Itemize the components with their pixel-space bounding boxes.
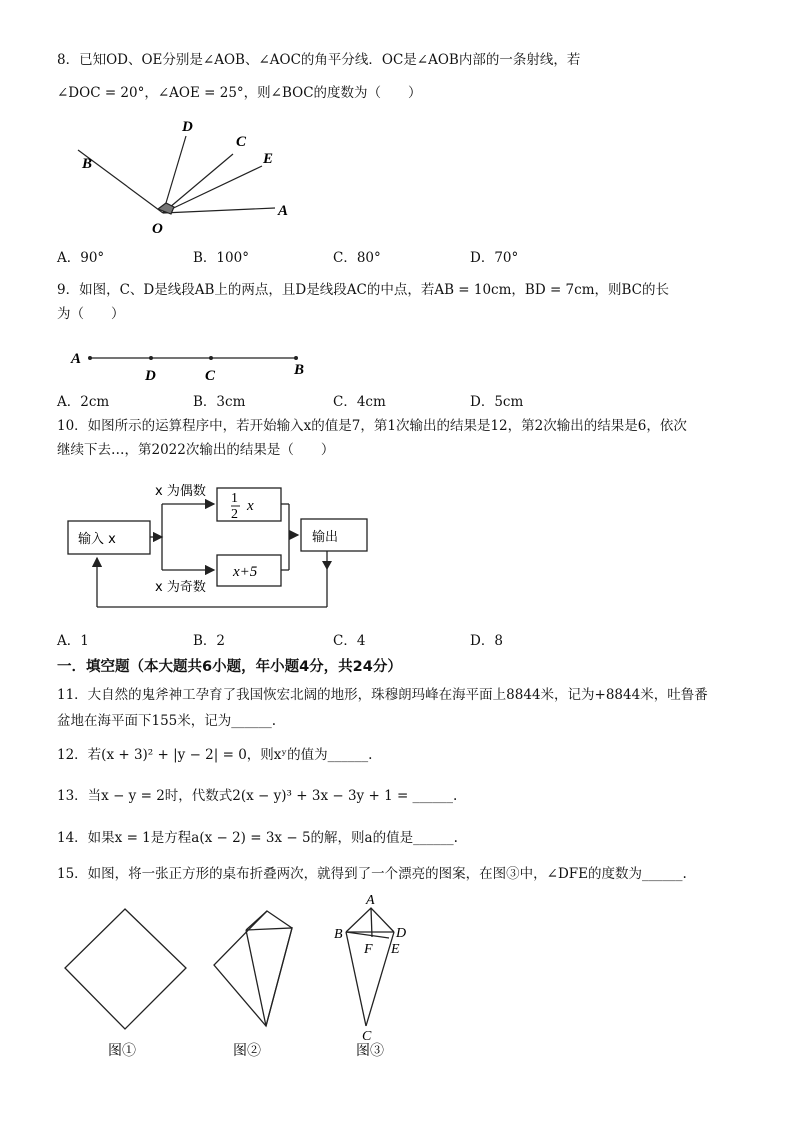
q8-option-c[interactable]: C．80°: [333, 250, 381, 266]
q10-option-c[interactable]: C．4: [333, 633, 366, 649]
fig1-square: [65, 909, 186, 1029]
fig3-top: [346, 908, 394, 932]
even-variable: x: [247, 498, 254, 514]
q8-line2: ∠DOC = 20°，∠AOE = 25°，则∠BOC的度数为（ ）: [57, 85, 422, 101]
q9-option-a[interactable]: A．2cm: [57, 394, 110, 410]
q9-option-c[interactable]: C．4cm: [333, 394, 386, 410]
label-B: B: [334, 927, 343, 942]
q9-option-b[interactable]: B．3cm: [193, 394, 246, 410]
q11-line1: 11．大自然的鬼斧神工孕育了我国恢宏北阔的地形，珠穆朗玛峰在海平面上8844米，记为+8844米，吐鲁番: [57, 687, 708, 703]
label-E: E: [263, 151, 274, 167]
label-A: A: [366, 893, 375, 908]
q10-option-d[interactable]: D．8: [470, 633, 503, 649]
label-F: F: [364, 942, 373, 957]
caption-fig3: 图③: [356, 1044, 384, 1059]
label-D: D: [182, 119, 193, 135]
output-label: 输出: [312, 530, 339, 545]
q8-option-b[interactable]: B．100°: [193, 250, 249, 266]
q11-line2: 盆地在海平面下155米，记为______.: [57, 713, 277, 729]
q9-option-d[interactable]: D．5cm: [470, 394, 524, 410]
q10-option-a[interactable]: A．1: [57, 633, 89, 649]
label-D: D: [396, 926, 407, 941]
label-E: E: [391, 942, 400, 957]
label-C: C: [236, 134, 247, 150]
q15-text: 15．如图，将一张正方形的桌布折叠两次，就得到了一个漂亮的图案，在图③中，∠DFE的度数为______.: [57, 866, 687, 882]
label-B: B: [294, 362, 305, 378]
odd-condition: x 为奇数: [155, 580, 206, 595]
label-D: D: [145, 368, 156, 384]
label-A: A: [278, 203, 289, 219]
q12-text: 12．若(x + 3)² + |y − 2| = 0，则xʸ的值为______.: [57, 747, 373, 763]
caption-fig2: 图②: [233, 1044, 261, 1059]
q10-option-b[interactable]: B．2: [193, 633, 226, 649]
q13-text: 13．当x − y = 2时，代数式2(x − y)³ + 3x − 3y + 1 = ______.: [57, 788, 458, 804]
label-B: B: [82, 156, 93, 172]
input-label: 输入 x: [78, 532, 116, 547]
q8-option-a[interactable]: A．90°: [57, 250, 105, 266]
label-A: A: [71, 351, 82, 367]
odd-expression: x+5: [233, 564, 258, 580]
caption-fig1: 图①: [108, 1044, 136, 1059]
even-numerator: 1: [231, 491, 238, 506]
even-denominator: 2: [231, 507, 238, 522]
q10-line2: 继续下去…，第2022次输出的结果是（ ）: [57, 442, 335, 458]
fig3-BE: [346, 932, 389, 938]
even-condition: x 为偶数: [155, 484, 206, 499]
q8-line1: 8．已知OD、OE分别是∠AOB、∠AOC的角平分线．OC是∠AOB内部的一条射线，若: [57, 52, 581, 68]
q9-line2: 为（ ）: [57, 306, 125, 322]
q10-line1: 10．如图所示的运算程序中，若开始输入x的值是7，第1次输出的结果是12，第2次输出的结果是6，依次: [57, 418, 687, 434]
label-C: C: [362, 1029, 372, 1044]
q14-text: 14．如果x = 1是方程a(x − 2) = 3x − 5的解，则a的值是______.: [57, 830, 458, 846]
label-O: O: [152, 221, 163, 237]
fig3-BC: [346, 932, 366, 1026]
fig3-AF: [371, 908, 372, 937]
q9-line1: 9．如图，C、D是线段AB上的两点，且D是线段AC的中点，若AB = 10cm，BD = 7cm，则BC的长: [57, 282, 670, 298]
label-C: C: [205, 368, 216, 384]
q8-option-d[interactable]: D．70°: [470, 250, 519, 266]
fig2-inner: [246, 911, 267, 930]
section-title: 一．填空题（本大题共6小题，年小题4分，共24分）: [57, 659, 402, 675]
